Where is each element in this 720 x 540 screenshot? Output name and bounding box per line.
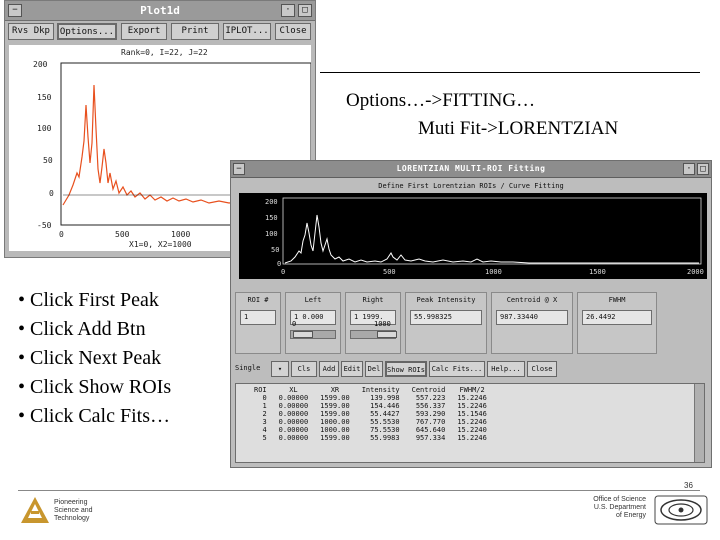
footer-left-line: Technology — [54, 515, 90, 522]
x-tick-label: 1000 — [171, 230, 191, 239]
table-cell: 1 — [262, 402, 267, 410]
bullet-list — [18, 286, 171, 431]
slider-knob[interactable] — [377, 331, 397, 338]
left-value-field[interactable]: 1 0.000 — [290, 310, 336, 325]
roi-number-field[interactable]: 1 — [240, 310, 276, 325]
right-label: Right — [362, 296, 384, 304]
x-tick-label: 500 — [115, 230, 130, 239]
lorentzian-title: LORENTZIAN MULTI-ROI Fitting — [396, 164, 546, 173]
table-cell: 75.5530 — [370, 426, 400, 434]
bullet-item: • Click First Peak — [18, 289, 159, 311]
footer-right-line: U.S. Department — [593, 504, 646, 511]
table-cell: 1599.00 — [320, 394, 350, 402]
centroid-group — [491, 292, 573, 354]
bullet-item: • Click Add Btn — [18, 318, 146, 340]
window-menu-icon[interactable]: − — [233, 163, 245, 175]
bullet-item: • Click Next Peak — [18, 347, 162, 369]
table-cell: 15.1546 — [457, 410, 487, 418]
table-row[interactable] — [248, 434, 493, 442]
table-cell: 15.2246 — [457, 418, 487, 426]
table-cell: 55.5530 — [370, 418, 400, 426]
column-header: Centroid — [411, 386, 446, 394]
table-cell: 645.640 — [415, 426, 446, 434]
table-cell: 15.2240 — [457, 426, 487, 434]
table-cell: 0.00000 — [278, 402, 309, 410]
left-label: Left — [304, 296, 322, 304]
close-button[interactable]: Close — [275, 23, 311, 40]
edit-button[interactable]: Edit — [341, 361, 363, 377]
left-slider[interactable] — [290, 330, 336, 339]
column-header: XL — [289, 386, 298, 394]
footer-rule — [18, 490, 700, 491]
roi-label: ROI # — [247, 296, 269, 304]
peak-intensity-group — [405, 292, 487, 354]
table-cell: 1000.00 — [320, 426, 350, 434]
table-header-row — [248, 386, 493, 394]
table-cell: 55.9983 — [370, 434, 400, 442]
table-cell: 15.2246 — [457, 434, 487, 442]
lorentzian-button-row — [231, 361, 711, 379]
fwhm-label: FWHM — [608, 296, 626, 304]
plot1d-titlebar[interactable] — [5, 1, 315, 21]
right-slider[interactable] — [350, 330, 396, 339]
y-tick-label: 100 — [265, 230, 278, 238]
doe-logo-icon — [654, 495, 708, 525]
footer-right-line: of Energy — [616, 512, 646, 519]
close-button[interactable]: Close — [527, 361, 557, 377]
plot-x-ticks — [281, 268, 704, 276]
table-row[interactable] — [248, 394, 493, 402]
table-cell: 0.00000 — [278, 410, 309, 418]
del-button[interactable]: Del — [365, 361, 383, 377]
table-cell: 1599.00 — [320, 402, 350, 410]
export-button[interactable]: Export — [121, 23, 167, 40]
lorentzian-subtitle: Define First Lorentzian ROIs / Curve Fitting — [378, 182, 564, 190]
x-tick-label: 500 — [383, 268, 396, 276]
table-scrollbar[interactable] — [694, 384, 704, 462]
y-tick-label: 200 — [265, 198, 278, 206]
x-tick-label: 0 — [281, 268, 286, 276]
footer-left-line: Science and — [54, 507, 93, 514]
peak-intensity-label: Peak Intensity — [416, 296, 476, 304]
y-tick-labels — [33, 60, 54, 230]
minimize-icon[interactable]: · — [281, 4, 295, 17]
table-row[interactable] — [248, 410, 493, 418]
x-tick-label: 0 — [59, 230, 64, 239]
left-field-group — [285, 292, 341, 354]
x-tick-labels — [59, 230, 190, 239]
table-cell: 15.2246 — [457, 394, 487, 402]
white-spectrum-line — [285, 215, 699, 263]
y-tick-label: 0 — [49, 189, 54, 198]
footer-right-line: Office of Science — [593, 496, 646, 503]
roi-results-table[interactable] — [235, 383, 705, 463]
fwhm-group — [577, 292, 657, 354]
page-number: 36 — [684, 481, 693, 490]
footer-left-line: Pioneering — [54, 499, 88, 506]
centroid-field[interactable]: 987.33440 — [496, 310, 568, 325]
mode-label: Single — [235, 364, 261, 372]
table-cell: 2 — [262, 410, 267, 418]
y-tick-label: 50 — [43, 156, 53, 165]
table-cell: 0.00000 — [278, 394, 309, 402]
bullet-item: • Click Show ROIs — [18, 376, 172, 398]
y-tick-label: 200 — [33, 60, 48, 69]
plot-frame — [283, 198, 701, 264]
roi-selector — [235, 292, 281, 354]
column-header: FWHM/2 — [459, 386, 485, 394]
table-cell: 0.00000 — [278, 426, 309, 434]
y-tick-label: -50 — [37, 221, 52, 230]
header-rule — [320, 72, 700, 73]
bullet-item: • Click Calc Fits… — [18, 405, 171, 427]
y-tick-label: 100 — [37, 124, 52, 133]
right-slider-value: 1000 — [374, 320, 391, 328]
plot1d-toolbar — [5, 21, 315, 43]
column-header: XR — [330, 386, 340, 394]
right-field-group — [345, 292, 401, 354]
footer-right-text — [593, 496, 646, 520]
y-tick-label: 150 — [37, 93, 52, 102]
centroid-label: Centroid @ X — [506, 296, 558, 304]
lorentzian-plot[interactable] — [239, 193, 707, 279]
table-cell: 5 — [262, 434, 267, 442]
table-cell: 154.446 — [370, 402, 400, 410]
table-row[interactable] — [248, 402, 493, 410]
add-button[interactable]: Add — [319, 361, 339, 377]
table-cell: 1599.00 — [320, 410, 350, 418]
minimize-icon[interactable]: · — [683, 163, 695, 175]
instruction-line-1: Options…->FITTING… — [346, 90, 536, 111]
cls-button[interactable]: Cls — [291, 361, 317, 377]
y-tick-label: 150 — [265, 214, 278, 222]
x-tick-label: 1500 — [589, 268, 606, 276]
table-cell: 767.770 — [415, 418, 446, 426]
y-tick-label: 0 — [277, 260, 282, 268]
argonne-logo-icon — [20, 496, 50, 524]
table-cell: 15.2246 — [457, 402, 487, 410]
table-cell: 0.00000 — [278, 418, 309, 426]
orange-spectrum-line — [63, 85, 239, 205]
x-tick-label: 2000 — [687, 268, 704, 276]
table-row[interactable] — [248, 426, 493, 434]
lorentzian-titlebar[interactable] — [231, 161, 711, 178]
footer-left-text — [54, 499, 93, 523]
table-cell: 1000.00 — [320, 418, 350, 426]
table-row[interactable] — [248, 418, 493, 426]
right-value-field[interactable]: 1 1999. — [350, 310, 396, 325]
plot-header-label: Rank=0, I=22, J=22 — [121, 48, 208, 57]
table-cell: 593.290 — [415, 410, 446, 418]
maximize-icon[interactable]: □ — [298, 4, 312, 17]
window-menu-icon[interactable]: − — [8, 4, 22, 17]
maximize-icon[interactable]: □ — [697, 163, 709, 175]
column-header: Intensity — [361, 386, 400, 394]
instruction-line-2: Muti Fit->LORENTZIAN — [418, 118, 619, 139]
left-slider-value: 0 — [292, 320, 297, 328]
options-button[interactable]: Options... — [57, 23, 117, 40]
y-tick-label: 50 — [271, 246, 280, 254]
x-tick-label: 1000 — [485, 268, 502, 276]
table-cell: 557.223 — [415, 394, 446, 402]
calc-fits-button[interactable]: Calc Fits... — [429, 361, 485, 377]
x-range-label: X1=0, X2=1000 — [129, 240, 192, 249]
slider-knob[interactable] — [293, 331, 313, 338]
plot-y-ticks — [265, 198, 281, 268]
table-cell: 3 — [262, 418, 267, 426]
plot1d-title: Plot1d — [140, 4, 180, 17]
lorentzian-window — [230, 160, 712, 468]
table-cell: 957.334 — [415, 434, 446, 442]
table-cell: 4 — [262, 426, 267, 434]
column-header: ROI — [254, 386, 267, 394]
table-cell: 0 — [262, 394, 267, 402]
table-cell: 1599.00 — [320, 434, 350, 442]
table-cell: 139.998 — [370, 394, 400, 402]
peak-intensity-field[interactable]: 55.998325 — [410, 310, 482, 325]
fwhm-field[interactable]: 26.4492 — [582, 310, 652, 325]
rvs-dkp-button[interactable]: Rvs Dkp — [8, 23, 54, 40]
table-cell: 55.4427 — [370, 410, 400, 418]
table-cell: 556.337 — [415, 402, 446, 410]
iplot-button[interactable]: IPLOT... — [223, 23, 271, 40]
help-button[interactable]: Help... — [487, 361, 525, 377]
show-rois-button[interactable]: Show ROIs — [385, 361, 427, 377]
mode-dropdown[interactable]: ▾ — [271, 361, 289, 377]
print-button[interactable]: Print — [171, 23, 219, 40]
table-cell: 0.00000 — [278, 434, 309, 442]
